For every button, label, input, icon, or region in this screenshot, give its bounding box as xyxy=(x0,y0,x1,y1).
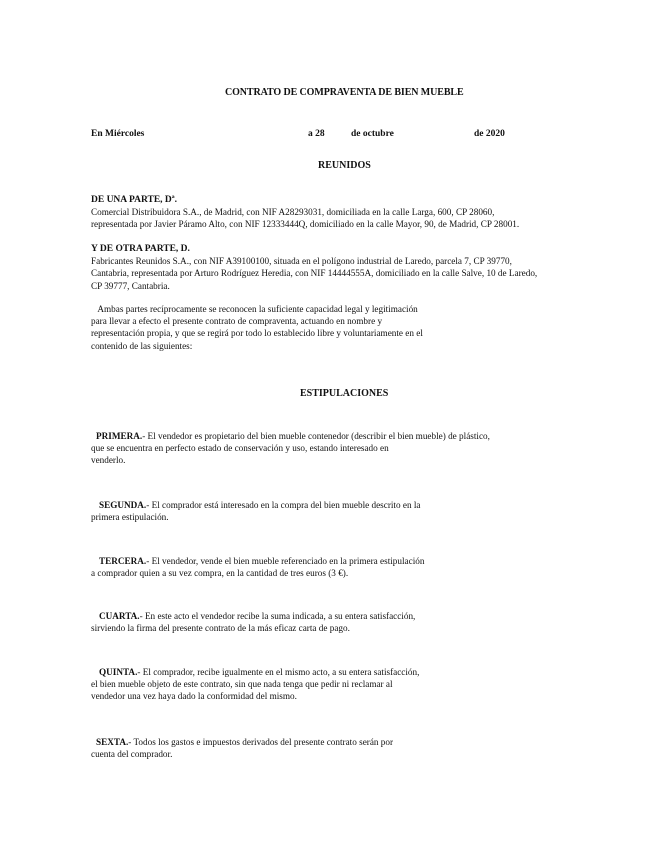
clause-text: - El comprador, recibe igualmente en el mismo acto, a su entera satisfacción, xyxy=(137,667,420,677)
clause-text: - Todos los gastos e impuestos derivados del presente contrato serán por xyxy=(128,737,394,747)
intro-line: contenido de las siguientes: xyxy=(91,340,193,351)
reunidos-heading: REUNIDOS xyxy=(318,160,371,171)
party-two-heading: Y DE OTRA PARTE, D. xyxy=(91,244,190,254)
estipulaciones-heading: ESTIPULACIONES xyxy=(300,388,389,399)
clause-title: SEGUNDA. xyxy=(99,500,147,510)
clause-text: - El vendedor, vende el bien mueble referenciado en la primera estipulación xyxy=(146,556,425,566)
intro-line: Ambas partes recíprocamente se reconocen la suficiente capacidad legal y legitimación xyxy=(91,304,418,314)
intro-paragraph xyxy=(91,303,423,352)
clause-line: venderlo. xyxy=(91,455,126,466)
clause-cuarta xyxy=(91,610,415,634)
date-month: de octubre xyxy=(351,129,394,139)
clause-quinta xyxy=(91,666,419,703)
clause-title: SEXTA. xyxy=(96,737,129,747)
date-place: En Miércoles xyxy=(91,129,145,139)
clause-text: - El vendedor es propietario del bien mueble contenedor (describir el bien mueble) de plástico, xyxy=(142,431,490,441)
clause-line: el bien mueble objeto de este contrato, sin que nada tenga que pedir ni reclamar al xyxy=(91,679,393,690)
clause-primera xyxy=(91,430,490,467)
clause-line: a comprador quien a su vez compra, en la cantidad de tres euros (3 €). xyxy=(91,568,349,579)
party-two-block xyxy=(91,243,537,292)
clause-line: que se encuentra en perfecto estado de conservación y uso, estando interesado en xyxy=(91,443,389,454)
clause-text: - En este acto el vendedor recibe la suma indicada, a su entera satisfacción, xyxy=(139,611,416,621)
clause-line: cuenta del comprador. xyxy=(91,749,173,760)
party-two-line: CP 39777, Cantabria. xyxy=(91,280,170,291)
intro-line: para llevar a efecto el presente contrato de compraventa, actuando en nombre y xyxy=(91,316,383,327)
clause-line: vendedor una vez haya dado la conformidad del mismo. xyxy=(91,691,297,702)
clause-sexta xyxy=(91,736,393,760)
clause-text: - El comprador está interesado en la compra del bien mueble descrito en la xyxy=(146,500,421,510)
clause-line: primera estipulación. xyxy=(91,512,169,523)
clause-tercera xyxy=(91,555,424,579)
clause-title: PRIMERA. xyxy=(96,431,143,441)
clause-title: CUARTA. xyxy=(99,611,140,621)
clause-segunda xyxy=(91,499,420,523)
party-one-heading: DE UNA PARTE, Dª. xyxy=(91,195,177,205)
party-two-line: Fabricantes Reunidos S.A., con NIF A39100100, situada en el polígono industrial de Laredo, parcela 7, CP 39770, xyxy=(91,256,512,267)
party-two-line: Cantabria, representada por Arturo Rodríguez Heredia, con NIF 14444555A, domiciliado en la calle Salve, 10 de Laredo, xyxy=(91,268,538,279)
date-day: a 28 xyxy=(308,129,325,139)
clause-line: sirviendo la firma del presente contrato de la más eficaz carta de pago. xyxy=(91,623,350,634)
party-one-block xyxy=(91,194,519,231)
party-one-line: representada por Javier Páramo Alto, con NIF 12333444Q, domiciliado en la calle Mayor, 90, de Madrid, CP 28001. xyxy=(91,219,520,230)
contract-title: CONTRATO DE COMPRAVENTA DE BIEN MUEBLE xyxy=(225,87,464,98)
date-year: de 2020 xyxy=(474,129,505,139)
clause-title: TERCERA. xyxy=(99,556,147,566)
intro-line: representación propia, y que se regirá por todo lo establecido libre y voluntariamente en el xyxy=(91,328,423,339)
party-one-line: Comercial Distribuidora S.A., de Madrid, con NIF A28293031, domiciliada en la calle Larga, 600, CP 28060, xyxy=(91,207,495,218)
clause-title: QUINTA. xyxy=(99,667,138,677)
